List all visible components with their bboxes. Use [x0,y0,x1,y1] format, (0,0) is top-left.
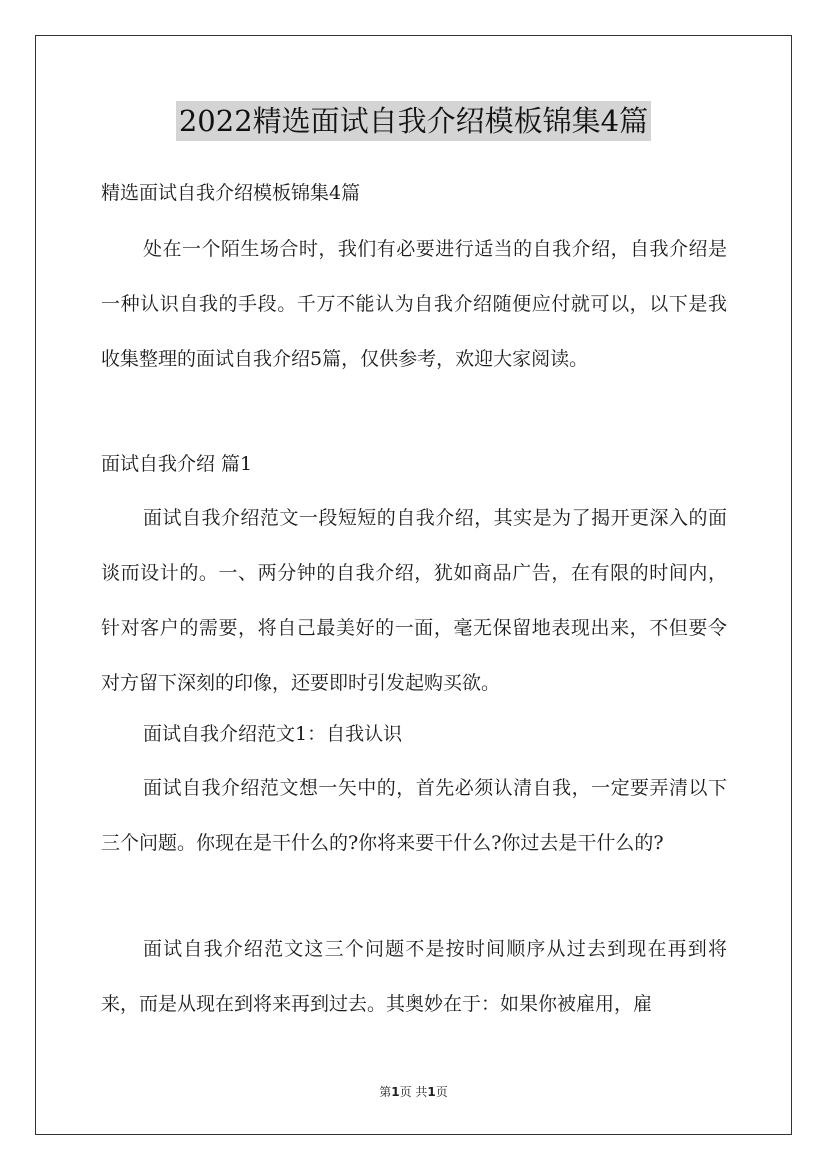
footer-current-page: 1 [391,1085,400,1099]
intro-paragraph: 处在一个陌生场合时，我们有必要进行适当的自我介绍，自我介绍是一种认识自我的手段。千万不能认为自我介绍随便应付就可以，以下是我收集整理的面试自我介绍5篇，仅供参考，欢迎大家阅读。 [101,238,727,370]
footer-prefix: 第 [379,1085,392,1099]
body-paragraph: 面试自我介绍范文一段短短的自我介绍，其实是为了揭开更深入的面谈而设计的。一、两分钟的自我介绍，犹如商品广告，在有限的时间内，针对客户的需要，将自己最美好的一面，毫无保留地表现出来，不但要令对方留下深刻的印像，还要即时引发起购买欲。 [101,507,727,694]
body-paragraph: 面试自我介绍范文这三个问题不是按时间顺序从过去到现在再到将来，而是从现在到将来再到过去。其奥妙在于：如果你被雇用，雇 [101,938,727,1015]
subtitle-paragraph: 精选面试自我介绍模板锦集4篇 [101,182,361,204]
section-heading: 面试自我介绍 篇1 [101,453,253,475]
footer-suffix: 页 [435,1085,448,1099]
subheading-paragraph: 面试自我介绍范文1：自我认识 [143,723,403,745]
document-title: 2022精选面试自我介绍模板锦集4篇 [176,101,651,141]
body-paragraph: 面试自我介绍范文想一矢中的，首先必须认清自我，一定要弄清以下三个问题。你现在是干什么的?你将来要干什么?你过去是干什么的? [101,777,727,854]
footer-mid: 页 共 [399,1085,428,1099]
title-wrapper [0,101,827,141]
footer-total-pages: 1 [427,1085,436,1099]
page-footer [0,1084,827,1100]
